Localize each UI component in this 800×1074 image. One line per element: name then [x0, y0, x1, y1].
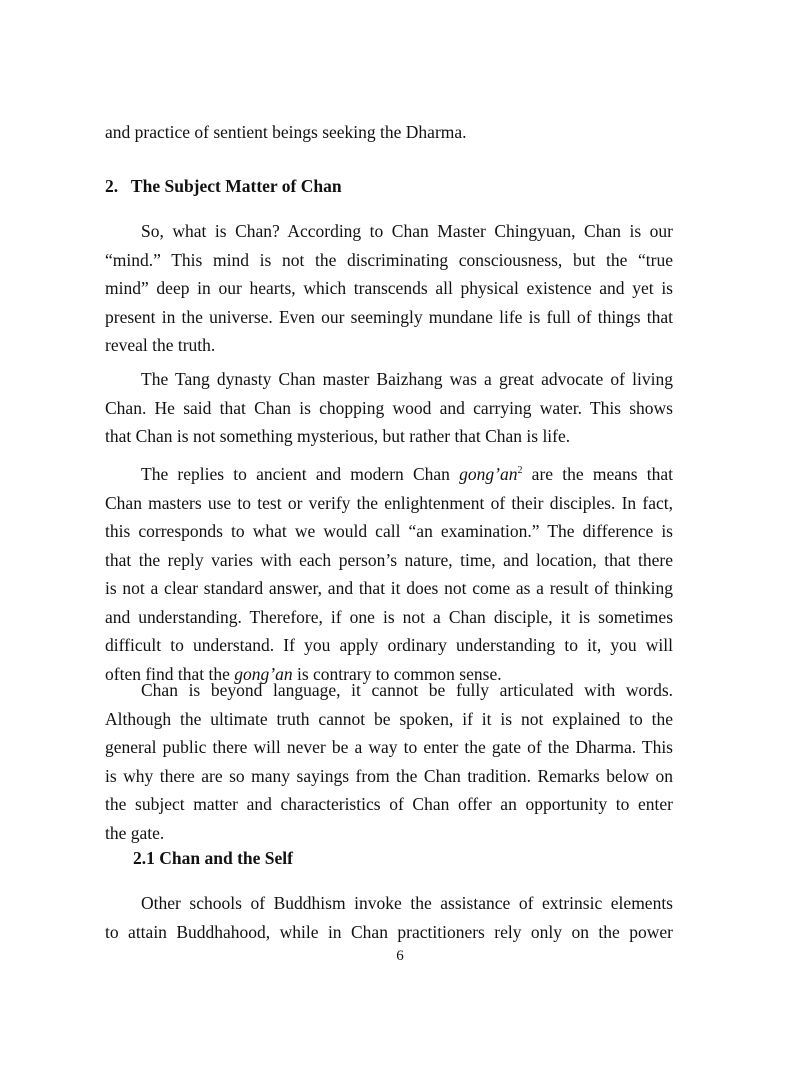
gongan-first-line: The replies to ancient and modern Chan $gong’an^2$ are the means that [141, 464, 673, 484]
page-number: 6 [396, 948, 404, 964]
gongan-last-line: often find that the gong’an is contrary to common sense. [105, 663, 502, 684]
continuation-text: and practice of sentient beings seeking the Dharma. [105, 122, 467, 142]
footnote-marker: 2 [517, 465, 523, 476]
gongan-term: gong’an [234, 663, 293, 684]
gongan-term: gong’an [459, 464, 518, 484]
section-heading: 2. The Subject Matter of Chan [105, 176, 342, 196]
paragraph-gongan: The replies to ancient and modern Chan $gong’an^2$ are the means that Chan masters use to test or verify the enlightenment of their disciples. In fact, this corresponds to what we would call “an examination.” The difference is that the reply varies with each person’s nature, time, and location, that there is not a clear standard answer, and that it does not come as a result of thinking and understanding. Therefore, if one is not a Chan disciple, it is sometimes difficult to understand. If you apply ordinary understanding to it, you will often find that the gong’an is contrary to common sense. [105, 460, 673, 688]
paragraph-chan-and-self: Other schools of Buddhism invoke the assistance of extrinsic elements to attain Buddhahood, while in Chan practitioners rely only on the power [105, 893, 673, 942]
paragraph-baizhang: The Tang dynasty Chan master Baizhang was a great advocate of living Chan. He said that Chan is chopping wood and carrying water. This shows that Chan is not something mysterious, but rather that Chan is life. [105, 369, 673, 446]
paragraph-what-is-chan: So, what is Chan? According to Chan Master Chingyuan, Chan is our “mind.” This mind is not the discriminating consciousness, but the “true mind” deep in our hearts, which transcends all physical existence and yet is present in the universe. Even our seemingly mundane life is full of things that reveal the truth. [105, 221, 673, 355]
paragraph-beyond-language: Chan is beyond language, it cannot be fully articulated with words. Although the ultimate truth cannot be spoken, if it is not explained to the general public there will never be a way to enter the gate of the Dharma. This is why there are so many sayings from the Chan tradition. Remarks below on the subject matter and characteristics of Chan offer an opportunity to enter the gate. [105, 680, 673, 843]
subsection-heading: 2.1 Chan and the Self [133, 848, 293, 868]
